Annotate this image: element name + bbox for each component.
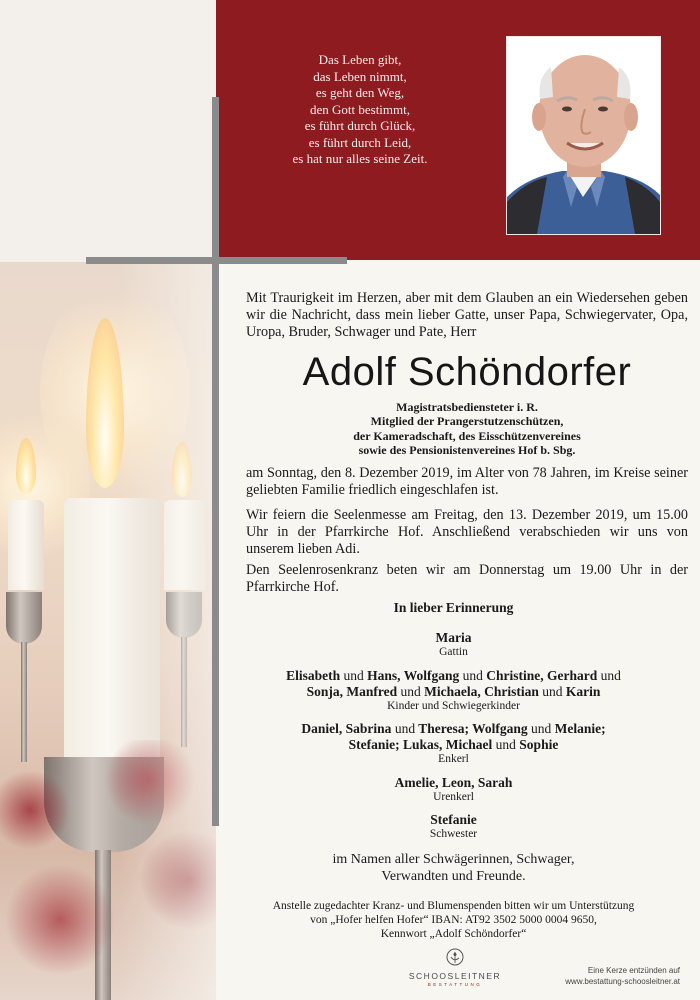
deceased-titles bbox=[246, 400, 688, 457]
rose-emblem-icon bbox=[446, 948, 464, 966]
sister-name: Stefanie bbox=[430, 812, 477, 827]
website-link[interactable]: www.bestattung-schoosleitner.at bbox=[565, 976, 680, 986]
conjunction: und bbox=[542, 683, 563, 699]
conjunction: und bbox=[462, 667, 483, 683]
portrait-photo bbox=[506, 36, 661, 235]
wife-name: Maria bbox=[435, 630, 472, 645]
brand-name: SCHOOSLEITNER bbox=[408, 971, 502, 981]
names: Sophie bbox=[519, 737, 559, 752]
donation-line: von „Hofer helfen Hofer“ IBAN: AT92 3502 5000 0004 9650, bbox=[310, 914, 597, 926]
conjunction: und bbox=[530, 721, 552, 736]
conjunction: und bbox=[343, 667, 364, 683]
conjunction: und bbox=[495, 737, 516, 752]
closing-text bbox=[246, 851, 661, 885]
candle-text: Eine Kerze entzünden auf bbox=[587, 966, 680, 975]
sister-role: Schwester bbox=[429, 828, 478, 840]
poem-line: das Leben nimmt, bbox=[313, 68, 407, 84]
donation-note bbox=[246, 899, 661, 941]
poem-line: es führt durch Glück, bbox=[304, 118, 416, 133]
intro-text: Mit Traurigkeit im Herzen, aber mit dem Glauben an ein Wiedersehen geben wir die Nachricht, dass mein lieber Gatte, unser Papa, Schwiegervater, Opa, Uropa, Bruder, Schwager und Pate, Herr bbox=[246, 290, 688, 340]
poem bbox=[240, 52, 480, 168]
rosary-paragraph: Den Seelenrosenkranz beten wir am Donnerstag um 19.00 Uhr in der Pfarrkirche Hof. bbox=[246, 562, 688, 595]
names: Sonja, Manfred bbox=[306, 683, 398, 699]
names: Karin bbox=[565, 683, 601, 699]
mourners-list bbox=[246, 630, 661, 850]
poem-line: Das Leben gibt, bbox=[318, 52, 402, 67]
children-line-2 bbox=[246, 684, 661, 700]
death-paragraph: am Sonntag, den 8. Dezember 2019, im Alter von 78 Jahren, im Kreise seiner geliebten Familie friedlich eingeschlafen ist. bbox=[246, 465, 688, 498]
deceased-name: Adolf Schöndorfer bbox=[302, 350, 632, 394]
conjunction: und bbox=[600, 667, 621, 683]
great-grandchildren-role: Urenkerl bbox=[433, 790, 474, 803]
candles-photo bbox=[0, 262, 216, 1000]
names: Theresa; Wolfgang bbox=[418, 721, 528, 736]
names: Elisabeth bbox=[286, 667, 341, 683]
title-line: der Kameradschaft, des Eisschützenvereines bbox=[353, 428, 581, 443]
title-line: Mitglied der Prangerstutzenschützen, bbox=[370, 414, 564, 429]
closing-line: Verwandten und Freunde. bbox=[381, 869, 526, 884]
cross-horizontal-bar bbox=[86, 257, 347, 264]
cross-vertical-bar bbox=[212, 97, 219, 826]
candle-website-note bbox=[530, 966, 680, 987]
brand-subtitle: BESTATTUNG bbox=[427, 982, 483, 987]
title-line: sowie des Pensionistenvereines Hof b. Sbg. bbox=[358, 442, 576, 457]
title-line: Magistratsbediensteter i. R. bbox=[396, 400, 538, 414]
names: Daniel, Sabrina bbox=[301, 721, 392, 736]
names: Stefanie; Lukas, Michael bbox=[348, 737, 493, 752]
conjunction: und bbox=[400, 683, 421, 699]
funeral-home-logo bbox=[405, 948, 505, 987]
top-left-blank bbox=[0, 0, 216, 262]
poem-line: es führt durch Leid, bbox=[308, 134, 412, 150]
names: Hans, Wolfgang bbox=[367, 667, 460, 683]
poem-line: es geht den Weg, bbox=[315, 85, 405, 100]
donation-line: Anstelle zugedachter Kranz- und Blumenspenden bitten wir um Unterstützung bbox=[272, 900, 635, 912]
names: Michaela, Christian bbox=[424, 683, 539, 699]
wife-role: Gattin bbox=[439, 646, 468, 658]
names: Christine, Gerhard bbox=[486, 667, 598, 683]
poem-line: den Gott bestimmt, bbox=[309, 101, 411, 117]
poem-line: es hat nur alles seine Zeit. bbox=[292, 151, 428, 166]
closing-line: im Namen aller Schwägerinnen, Schwager, bbox=[332, 852, 575, 867]
names: Melanie; bbox=[554, 721, 606, 736]
children-line-1 bbox=[246, 668, 661, 684]
great-grandchildren-names: Amelie, Leon, Sarah bbox=[394, 774, 513, 790]
grandchildren-line-2 bbox=[246, 737, 661, 753]
grandchildren-line-1 bbox=[246, 721, 661, 737]
mass-paragraph: Wir feiern die Seelenmesse am Freitag, den 13. Dezember 2019, um 15.00 Uhr in der Pfarrkirche Hof. Anschließend verabschieden wir uns von unserem lieben Adi. bbox=[246, 507, 688, 557]
memory-heading: In lieber Erinnerung bbox=[393, 600, 514, 615]
children-role: Kinder und Schwiegerkinder bbox=[387, 699, 520, 712]
conjunction: und bbox=[394, 721, 416, 736]
portrait-image bbox=[507, 37, 660, 234]
grandchildren-role: Enkerl bbox=[438, 753, 469, 765]
donation-line: Kennwort „Adolf Schöndorfer“ bbox=[380, 928, 527, 940]
